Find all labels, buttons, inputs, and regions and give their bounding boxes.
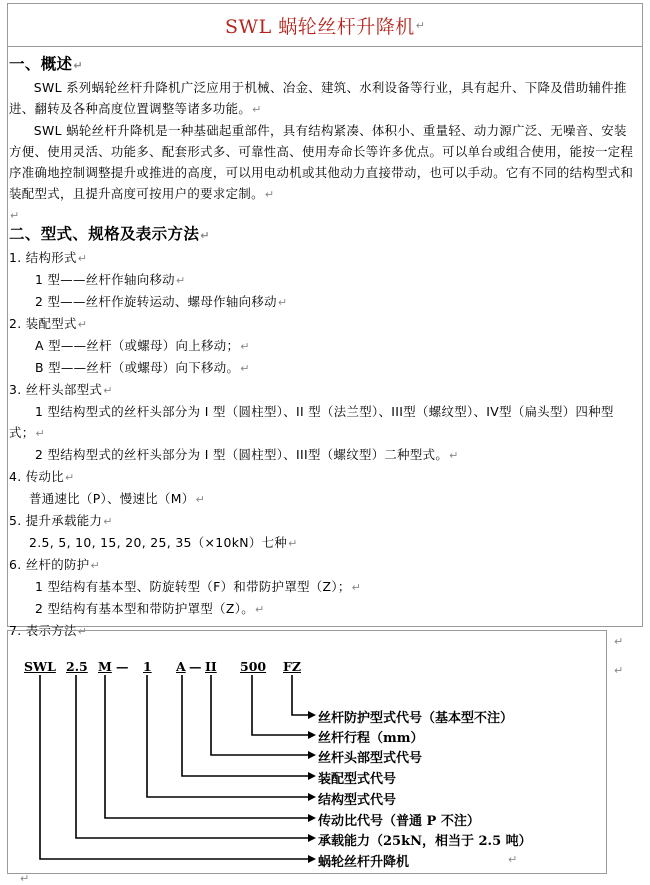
overview-paragraph-1: SWL 系列蜗轮丝杆升降机广泛应用于机械、冶金、建筑、水利设备等行业，具有起升、下降及借助辅件推进、翻转及各种高度位置调整等诸多功能。↵ bbox=[9, 80, 627, 116]
code-ratio: M bbox=[98, 659, 112, 674]
list-subitem: 1 型结构型式的丝杆头部分为 I 型（圆柱型）、II 型（法兰型）、III型（螺纹型）、IV型（扁头型）四种型式；↵ bbox=[9, 404, 614, 440]
list-subitem: 1 型结构有基本型、防旋转型（F）和带防护罩型（Z）；↵ bbox=[35, 579, 362, 594]
label-capacity: 承载能力（25kN，相当于 2.5 吨） bbox=[318, 834, 532, 849]
paragraph-mark: ↵ bbox=[508, 853, 518, 866]
list-item-assembly: 2. 装配型式↵ bbox=[9, 316, 88, 331]
label-head: 丝杆头部型式代号 bbox=[318, 751, 423, 766]
list-item-structure: 1. 结构形式↵ bbox=[9, 250, 88, 265]
list-subitem: 2 型——丝杆作旋转运动、螺母作轴向移动↵ bbox=[35, 294, 288, 309]
list-item-screw-head: 3. 丝杆头部型式↵ bbox=[9, 382, 113, 397]
code-stroke: 500 bbox=[240, 659, 267, 674]
overview-paragraph-2: SWL 蜗轮丝杆升降机是一种基础起重部件，具有结构紧凑、体积小、重量轻、动力源广泛、无噪音、安装方便、使用灵活、功能多、配套形式多、可靠性高、使用寿命长等许多优点。可以单台或组合使用，能按一定程序准确地控制调整提升或推进的高度，可以用电动机或其他动力直接带动，也可以手动。它有不同的结构型式和装配型式，且提升高度可按用户的要求定制。↵ bbox=[9, 123, 634, 201]
code-structure: 1 bbox=[143, 659, 152, 674]
list-item-ratio: 4. 传动比↵ bbox=[9, 469, 75, 484]
label-stroke: 丝杆行程（mm） bbox=[318, 731, 424, 746]
document-title: SWL 蜗轮丝杆升降机 bbox=[225, 15, 415, 38]
label-protection: 丝杆防护型式代号（基本型不注） bbox=[318, 711, 514, 726]
paragraph-mark: ↵ bbox=[415, 18, 425, 32]
list-subitem: B 型——丝杆（或螺母）向下移动。↵ bbox=[35, 360, 250, 375]
label-ratio: 传动比代号（普通 P 不注） bbox=[318, 814, 480, 829]
code-capacity: 2.5 bbox=[66, 659, 88, 674]
code-swl: SWL bbox=[24, 659, 56, 674]
label-structure: 结构型式代号 bbox=[318, 793, 397, 808]
label-product: 蜗轮丝杆升降机 bbox=[318, 855, 410, 870]
label-assembly: 装配型式代号 bbox=[318, 772, 397, 787]
list-item-protection: 6. 丝杆的防护↵ bbox=[9, 557, 101, 572]
code-dash: — bbox=[189, 659, 202, 674]
list-subitem: 普通速比（P）、慢速比（M）↵ bbox=[29, 491, 206, 506]
list-item-capacity: 5. 提升承载能力↵ bbox=[9, 513, 113, 528]
list-subitem: 2.5, 5, 10, 15, 20, 25, 35（×10kN）七种↵ bbox=[29, 535, 298, 550]
document-body bbox=[9, 53, 639, 642]
designation-diagram bbox=[7, 630, 624, 874]
list-subitem: 2 型结构型式的丝杆头部分为 I 型（圆柱型）、III型（螺纹型）二种型式。↵ bbox=[35, 447, 459, 462]
empty-paragraph: ↵ bbox=[10, 209, 20, 222]
list-subitem: A 型——丝杆（或螺母）向上移动；↵ bbox=[35, 338, 250, 353]
heading-types: 二、型式、规格及表示方法↵ bbox=[9, 225, 210, 243]
paragraph-mark: ↵ bbox=[20, 872, 30, 885]
code-dash: — bbox=[116, 659, 129, 674]
code-protection: FZ bbox=[283, 659, 301, 674]
code-head: II bbox=[205, 659, 217, 674]
code-assembly: A bbox=[176, 659, 186, 674]
paragraph-mark: ↵ bbox=[614, 664, 624, 677]
paragraph-mark: ↵ bbox=[614, 635, 624, 648]
list-item-designation: 7. 表示方法↵ bbox=[9, 623, 88, 638]
list-subitem: 2 型结构有基本型和带防护罩型（Z）。↵ bbox=[35, 601, 265, 616]
list-subitem: 1 型——丝杆作轴向移动↵ bbox=[35, 272, 186, 287]
heading-overview: 一、概述↵ bbox=[9, 55, 83, 73]
